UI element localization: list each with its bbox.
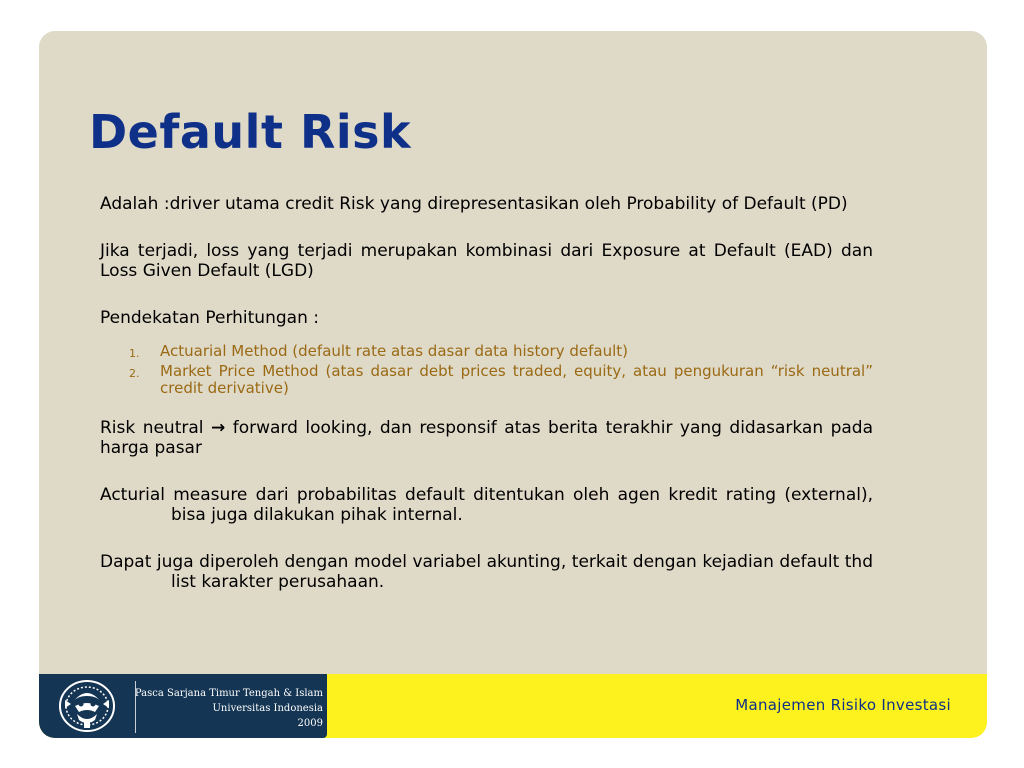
slide-title: Default Risk	[89, 105, 412, 159]
paragraph-loss: Jika terjadi, loss yang terjadi merupakan kombinasi dari Exposure at Default (EAD) dan Loss Given Default (LGD)	[100, 241, 873, 281]
right-arrow-icon: →	[210, 418, 226, 438]
makara-ui-logo-icon	[51, 676, 123, 736]
footer-institution-text	[135, 686, 323, 731]
footer-university-line: Universitas Indonesia	[212, 703, 323, 714]
footer-institution-line: Pasca Sarjana Timur Tengah & Islam	[134, 688, 323, 699]
paragraph-approach-heading: Pendekatan Perhitungan :	[100, 308, 319, 328]
slide-content	[100, 194, 873, 619]
paragraph-definition: Adalah :driver utama credit Risk yang direpresentasikan oleh Probability of Default (PD)	[100, 194, 848, 214]
slide	[39, 31, 987, 738]
footer-bar	[39, 674, 987, 738]
list-item-text: Market Price Method (atas dasar debt prices traded, equity, atau pengukuran “risk neutral” credit derivative)	[160, 362, 873, 397]
paragraph-actuarial-measure: Acturial measure dari probabilitas default ditentukan oleh agen kredit rating (external), bisa juga dilakukan pihak internal.	[100, 485, 873, 525]
risk-neutral-description: forward looking, dan responsif atas berita terakhir yang didasarkan pada harga pasar	[100, 418, 874, 458]
paragraph-risk-neutral	[100, 418, 873, 458]
footer-year: 2009	[297, 718, 323, 729]
list-item-number: 1.	[129, 347, 140, 360]
footer-course-title: Manajemen Risiko Investasi	[735, 696, 951, 714]
approach-list	[100, 343, 873, 397]
list-item	[100, 343, 873, 360]
list-item-number: 2.	[129, 367, 140, 380]
risk-neutral-label: Risk neutral	[100, 418, 204, 438]
list-item	[100, 363, 873, 397]
paragraph-accounting-model: Dapat juga diperoleh dengan model variabel akunting, terkait dengan kejadian default thd list karakter perusahaan.	[100, 552, 873, 592]
footer-institution-panel	[39, 674, 327, 738]
list-item-text: Actuarial Method (default rate atas dasar data history default)	[160, 342, 628, 360]
